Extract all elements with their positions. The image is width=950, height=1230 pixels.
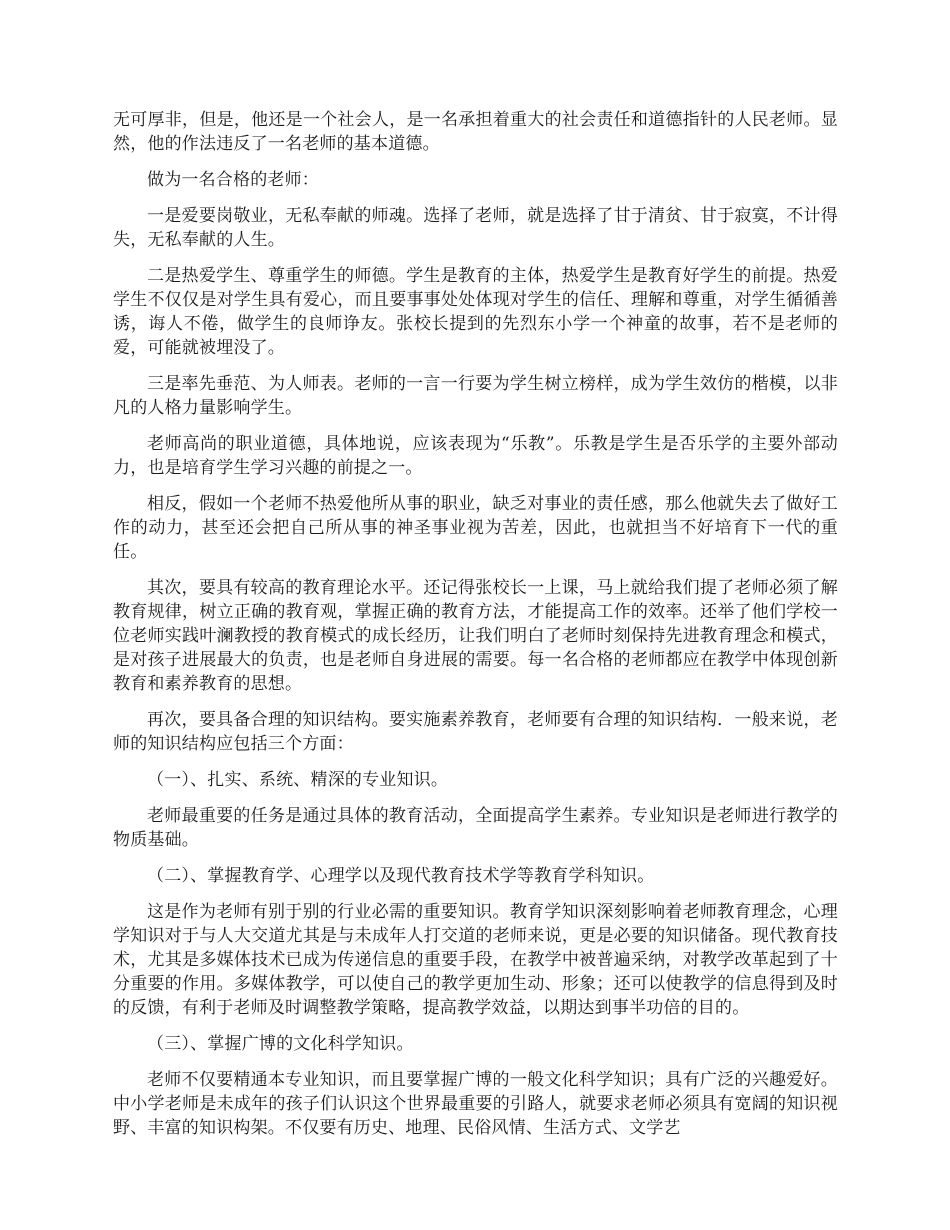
document-body bbox=[113, 108, 838, 1152]
paragraph-subheading-two-body: 这是作为老师有别于别的行业必需的重要知识。教育学知识深刻影响着老师教育理念，心理学知识对于与人大交道尤其是与未成年人打交道的老师来说，更是必要的知识储备。现代教育技术，尤其是多媒体技术已成为传递信息的重要手段，在教学中被普遍采纳，对教学改革起到了十分重要的作用。多媒体教学，可以使自己的教学更加生动、形象；还可以使教学的信息得到及时的反馈，有利于老师及时调整教学策略，提高教学效益，以期达到事半功倍的目的。 bbox=[113, 902, 838, 1018]
paragraph-subheading-three: （三）、掌握广博的文化科学知识。 bbox=[147, 1034, 414, 1054]
paragraph-continuation: 无可厚非，但是，他还是一个社会人，是一名承担着重大的社会责任和道德指针的人民老师。显然，他的作法违反了一名老师的基本道德。 bbox=[113, 110, 838, 154]
paragraph-point-three: 三是率先垂范、为人师表。老师的一言一行要为学生树立榜样，成为学生效仿的楷模，以非凡的人格力量影响学生。 bbox=[113, 374, 838, 418]
paragraph-secondly: 其次，要具有较高的教育理论水平。还记得张校长一上课，马上就给我们提了老师必须了解教育规律，树立正确的教育观，掌握正确的教育方法，才能提高工作的效率。还举了他们学校一位老师实践叶澜教授的教育模式的成长经历，让我们明白了老师时刻保持先进教育理念和模式，是对孩子进展最大的负责，也是老师自身进展的需要。每一名合格的老师都应在教学中体现创新教育和素养教育的思想。 bbox=[113, 578, 838, 694]
paragraph-thirdly: 再次，要具备合理的知识结构。要实施素养教育，老师要有合理的知识结构．一般来说，老师的知识结构应包括三个方面： bbox=[113, 710, 838, 754]
paragraph-professional-ethics: 老师高尚的职业道德，具体地说，应该表现为“乐教”。乐教是学生是否乐学的主要外部动力，也是培育学生学习兴趣的前提之一。 bbox=[113, 434, 838, 478]
paragraph-heading-qualified-teacher: 做为一名合格的老师： bbox=[147, 170, 319, 190]
paragraph-point-one: 一是爱要岗敬业，无私奉献的师魂。选择了老师，就是选择了甘于清贫、甘于寂寞，不计得失，无私奉献的人生。 bbox=[113, 206, 838, 250]
paragraph-contrary: 相反，假如一个老师不热爱他所从事的职业，缺乏对事业的责任感，那么他就失去了做好工作的动力，甚至还会把自己所从事的神圣事业视为苦差，因此，也就担当不好培育下一代的重任。 bbox=[113, 494, 838, 562]
paragraph-subheading-one-body: 老师最重要的任务是通过具体的教育活动，全面提高学生素养。专业知识是老师进行教学的物质基础。 bbox=[113, 806, 838, 850]
paragraph-subheading-three-body: 老师不仅要精通本专业知识，而且要掌握广博的一般文化科学知识；具有广泛的兴趣爱好。中小学老师是未成年的孩子们认识这个世界最重要的引路人，就要求老师必须具有宽阔的知识视野、丰富的知识构架。不仅要有历史、地理、民俗风情、生活方式、文学艺 bbox=[113, 1070, 838, 1138]
paragraph-subheading-one: （一）、扎实、系统、精深的专业知识。 bbox=[147, 770, 449, 790]
paragraph-subheading-two: （二）、掌握教育学、心理学以及现代教育技术学等教育学科知识。 bbox=[147, 866, 655, 886]
paragraph-point-two: 二是热爱学生、尊重学生的师德。学生是教育的主体，热爱学生是教育好学生的前提。热爱学生不仅仅是对学生具有爱心，而且要事事处处体现对学生的信任、理解和尊重，对学生循循善诱，诲人不倦，做学生的良师诤友。张校长提到的先烈东小学一个神童的故事，若不是老师的爱，可能就被埋没了。 bbox=[113, 266, 838, 358]
